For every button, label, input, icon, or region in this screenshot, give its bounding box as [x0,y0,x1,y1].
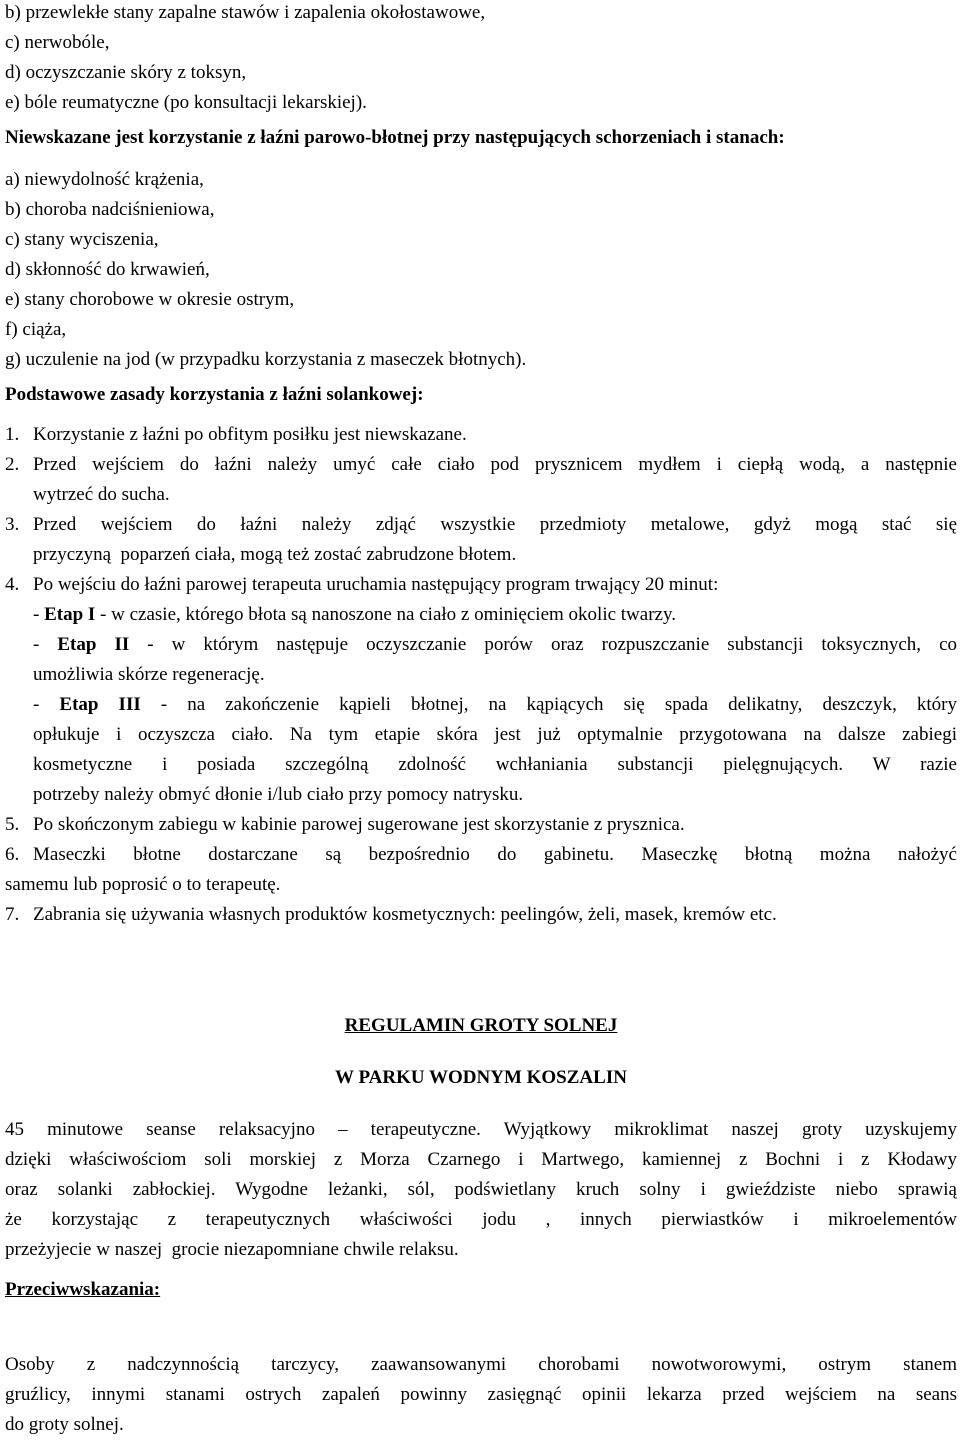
rule-number: 3. [5,514,20,535]
stage-3-continued: opłukuje i oczyszcza ciało. Na tym etapie skóra jest już optymalnie przygotowana na dalsze zabiegi [33,724,957,745]
rule-item [5,450,957,510]
list-item: e) stany chorobowe w okresie ostrym, [5,289,295,310]
rule-item [5,510,957,570]
rules-heading: Podstawowe zasady korzystania z łaźni solankowej: [5,384,424,405]
stage-2-label: Etap II [57,634,130,655]
contraindications-2-text [5,1350,957,1440]
rule-text: wytrzeć do sucha. [33,484,170,505]
rule-number: 7. [5,904,20,925]
rule-number: 6. [5,844,20,865]
list-item: d) skłonność do krwawień, [5,259,210,280]
stage-3: - Etap III - na zakończenie kąpieli błotnej, na kąpiących się spada delikatny, deszczyk, który [33,694,958,715]
indications-list [5,0,957,118]
list-item: d) oczyszczanie skóry z toksyn, [5,62,247,83]
paragraph-line: przeżyjecie w naszej grocie niezapomniane chwile relaksu. [5,1239,459,1260]
grotto-intro [5,1115,957,1265]
contraindications-2-heading: Przeciwwskazania: [5,1279,161,1300]
rule-text: Po skończonym zabiegu w kabinie parowej sugerowane jest skorzystanie z prysznica. [33,814,685,835]
list-item: c) nerwobóle, [5,32,110,53]
rule-text: Przed wejściem do łaźni należy umyć całe ciało pod prysznicem mydłem i ciepłą wodą, a następnie [33,454,957,475]
list-item: c) stany wyciszenia, [5,229,159,250]
list-item: b) choroba nadciśnieniowa, [5,199,215,220]
paragraph-line: Osoby z nadczynnością tarczycy, zaawansowanymi chorobami nowotworowymi, ostrym stanem [5,1354,957,1375]
rules-list [5,420,957,930]
paragraph-line: do groty solnej. [5,1414,124,1435]
stage-1: - Etap I - w czasie, którego błota są nanoszone na ciało z ominięciem okolic twarzy. [33,604,676,625]
rule-text: Zabrania się używania własnych produktów kosmetycznych: peelingów, żeli, masek, kremów etc. [33,904,777,925]
rule-text: Maseczki błotne dostarczane są bezpośrednio do gabinetu. Maseczkę błotną można nałożyć [33,844,957,865]
rule-item [5,570,957,810]
list-item: f) ciąża, [5,319,67,340]
rule-text: Korzystanie z łaźni po obfitym posiłku jest niewskazane. [33,424,467,445]
stage-1-label: Etap I [44,604,96,625]
rule-item [5,810,957,840]
paragraph-line: gruźlicy, innymi stanami ostrych zapaleń powinny zasięgnąć opinii lekarza przed wejściem na seans [5,1384,957,1405]
grotto-title-line-2: W PARKU WODNYM KOSZALIN [335,1067,627,1088]
stage-2: - Etap II - w którym następuje oczyszczanie porów oraz rozpuszczanie substancji toksycznych, co [33,634,958,655]
list-item: e) bóle reumatyczne (po konsultacji lekarskiej). [5,92,367,113]
grotto-title-line-1: REGULAMIN GROTY SOLNEJ [344,1015,618,1036]
rule-number: 5. [5,814,20,835]
list-item: a) niewydolność krążenia, [5,169,204,190]
stage-3-continued: potrzeby należy obmyć dłonie i/lub ciało przy pomocy natrysku. [33,784,524,805]
paragraph-line: 45 minutowe seanse relaksacyjno – terapeutyczne. Wyjątkowy mikroklimat naszej groty uzyskujemy [5,1119,957,1140]
rule-number: 4. [5,574,20,595]
rule-text: Po wejściu do łaźni parowej terapeuta uruchamia następujący program trwający 20 minut: [33,574,719,595]
rule-number: 1. [5,424,20,445]
paragraph-line: dzięki właściwościom soli morskiej z Morza Czarnego i Martwego, kamiennej z Bochni i z Kłodawy [5,1149,957,1170]
contraindications-list [5,165,957,375]
rule-item [5,840,957,870]
rule-number: 2. [5,454,20,475]
rule-text-continued: samemu lub poprosić o to terapeutę. [5,874,281,895]
rule-item [5,900,957,930]
rule-text: przyczyną poparzeń ciała, mogą też zostać zabrudzone błotem. [33,544,517,565]
paragraph-line: oraz solanki zabłockiej. Wygodne leżanki, sól, podświetlany kruch solny i gwieździste niebo sprawią [5,1179,957,1200]
stage-2-continued: umożliwia skórze regenerację. [33,664,265,685]
contraindications-heading: Niewskazane jest korzystanie z łaźni parowo-błotnej przy następujących schorzeniach i stanach: [5,127,785,148]
stage-3-label: Etap III [59,694,141,715]
stage-3-continued: kosmetyczne i posiada szczególną zdolność wchłaniania substancji pielęgnujących. W razie [33,754,957,775]
rule-item [5,420,957,450]
list-item: g) uczulenie na jod (w przypadku korzystania z maseczek błotnych). [5,349,527,370]
list-item: b) przewlekłe stany zapalne stawów i zapalenia okołostawowe, [5,2,486,23]
paragraph-line: że korzystając z terapeutycznych właściwości jodu , innych pierwiastków i mikroelementów [5,1209,957,1230]
rule-text: Przed wejściem do łaźni należy zdjąć wszystkie przedmioty metalowe, gdyż mogą stać się [33,514,957,535]
